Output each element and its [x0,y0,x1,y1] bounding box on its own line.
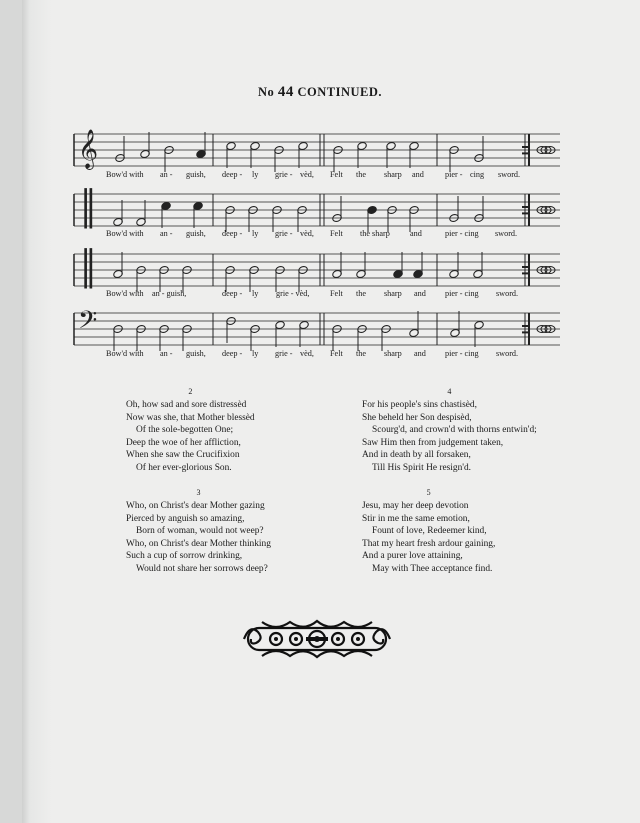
verse-line: Of her ever-glorious Son. [136,462,232,473]
double-whole-rest [522,272,530,274]
lyric-syllable: grie - vèd, [276,289,310,298]
verse-number: 3 [196,488,201,497]
verse-line: That my heart fresh ardour gaining, [362,538,496,549]
decorative-ornament [242,618,392,660]
bass-clef-icon: 𝄢 [78,306,98,341]
lyric-syllable: and [412,170,424,179]
lyric-syllable: sharp [384,349,402,358]
lyric-syllable: vèd, [300,349,314,358]
verse-line: Jesu, may her deep devotion [362,501,469,511]
lyric-syllable: sword. [496,289,519,298]
treble-clef-icon: ║ [78,249,99,289]
lyric-syllable: Bow'd with [106,289,144,298]
lyric-syllable: and [410,229,422,238]
verse-line: Such a cup of sorrow drinking, [126,551,243,562]
lyric-syllable: deep - [222,289,243,298]
lyric-syllable: pier - cing [445,289,479,298]
lyric-syllable: pier - [445,170,463,179]
verse-line: Of the sole-begotten One; [136,425,234,436]
lyric-syllable: sword. [496,349,519,358]
verse-line: May with Thee acceptance find. [372,563,493,574]
score-extras [78,129,555,341]
double-whole-rest [522,146,530,148]
verse-line: Pierced by anguish so amazing, [126,513,245,524]
double-whole-rest [522,206,530,208]
lyric-syllable: Felt [330,289,343,298]
verse-3 [126,486,271,576]
lyric-syllable: the [356,170,367,179]
notes [113,132,485,351]
lyric-syllable: Bow'd with [106,170,144,179]
lyric-syllable: sharp [384,170,402,179]
verse-number: 2 [188,387,193,396]
lyric-syllable: an - [160,229,173,238]
verse-5 [362,486,495,576]
verse-line: Fount of love, Redeemer kind, [372,526,487,537]
verse-2 [126,385,255,475]
lyric-syllable: Bow'd with [106,349,144,358]
lyric-syllable: an - guish, [152,289,187,298]
lyric-syllable: and [414,349,426,358]
lyric-syllable: vèd, [300,229,314,238]
double-whole-rest [522,212,530,214]
treble-clef-icon: ║ [78,189,99,229]
lyric-syllable: ly [252,229,259,238]
verse-number: 5 [426,488,431,497]
lyric-syllable: an - [160,170,173,179]
verse-line: Now was she, that Mother blessèd [126,412,255,423]
verse-line: Stir in me the same emotion, [362,513,470,524]
lyric-syllable: Felt [330,349,343,358]
lyric-syllable: and [414,289,426,298]
treble-clef-icon: 𝄞 [78,129,99,169]
lyric-syllable: guish, [186,349,206,358]
verse-line: Till His Spirit He resign'd. [372,462,472,473]
hymn-number: 44 [277,84,294,100]
staff-lines [74,134,560,345]
verse-line: Saw Him then from judgement taken, [362,437,504,448]
lyric-syllable: an - [160,349,173,358]
lyric-syllable: the [356,349,367,358]
lyric-syllable: the [356,289,367,298]
verse-line: For his people's sins chastisèd, [362,400,477,410]
lyric-syllable: ly [252,349,259,358]
verse-line: Born of woman, would not weep? [136,526,264,537]
lyric-syllable: ly [252,170,259,179]
lyric-syllable: Felt [330,170,343,179]
verse-line: Who, on Christ's dear Mother thinking [126,538,271,549]
number-label: No [257,85,275,99]
verse-line: Who, on Christ's dear Mother gazing [126,501,265,511]
lyric-syllable: deep - [222,229,243,238]
verse-line: Oh, how sad and sore distressèd [126,400,247,410]
lyric-syllable: grie - [275,170,293,179]
lyric-syllable: sword. [498,170,521,179]
lyric-syllable: ly [252,289,259,298]
double-whole-rest [522,152,530,154]
double-whole-rest [522,331,530,333]
double-whole-rest [522,325,530,327]
lyric-syllable: the sharp [360,229,390,238]
lyric-syllable: sword. [495,229,518,238]
lyric-syllable: deep - [222,349,243,358]
lyric-syllable: grie - [275,349,293,358]
verse-line: She beheld her Son despisèd, [362,412,472,423]
verse-line: When she saw the Crucifixion [126,450,240,461]
continued-label: CONTINUED. [297,85,383,99]
lyric-syllable: deep - [222,170,243,179]
verse-line: Deep the woe of her affliction, [126,437,241,448]
lyric-syllable: pier - cing [445,349,479,358]
lyric-syllable: guish, [186,229,206,238]
verse-line: And in death by all forsaken, [362,450,471,461]
lyric-syllable: sharp [384,289,402,298]
verse-line: And a purer love attaining, [362,551,463,562]
verse-line: Scourg'd, and crown'd with thorns entwin'd; [372,425,537,436]
verse-line: Would not share her sorrows deep? [136,563,268,574]
lyric-syllable: cing [470,170,485,179]
lyric-syllable: guish, [186,170,206,179]
lyric-syllable: pier - cing [445,229,479,238]
lyric-syllable: Bow'd with [106,229,144,238]
lyric-syllable: Felt [330,229,343,238]
lyric-syllable: vèd, [300,170,314,179]
double-whole-rest [522,266,530,268]
lyric-syllable: grie - [275,229,293,238]
verse-number: 4 [447,387,452,396]
verse-4 [362,385,537,475]
